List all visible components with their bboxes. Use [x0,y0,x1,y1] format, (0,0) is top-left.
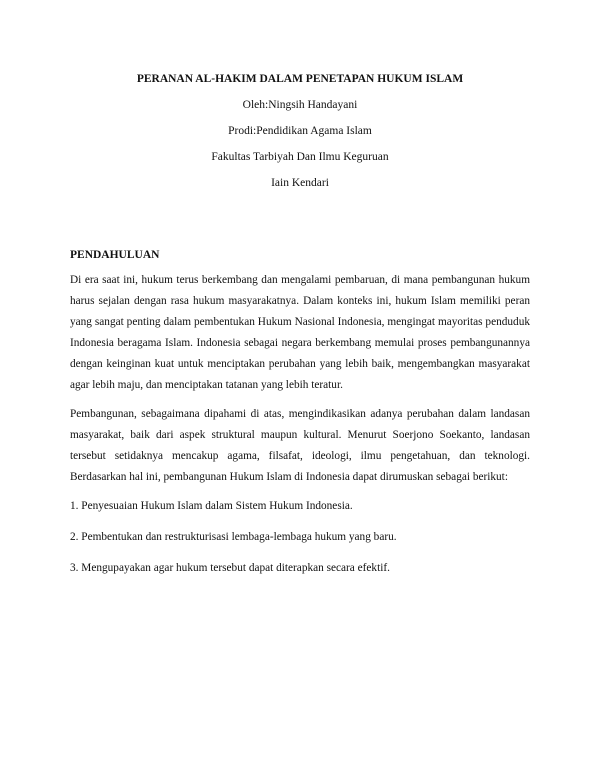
list-item: 3. Mengupayakan agar hukum tersebut dapat diterapkan secara efektif. [70,562,390,574]
list-item: 2. Pembentukan dan restrukturisasi lembaga-lembaga hukum yang baru. [70,531,397,543]
document-body [70,246,530,589]
section-heading: PENDAHULUAN [70,249,160,261]
list-item: 1. Penyesuaian Hukum Islam dalam Sistem Hukum Indonesia. [70,500,353,512]
institution-line: Iain Kendari [271,177,329,189]
paragraph: Di era saat ini, hukum terus berkembang dan mengalami pembaruan, di mana pembangunan hukum harus sejalan dengan rasa hukum masyarakatnya. Dalam konteks ini, hukum Islam memiliki peran yang sangat penting dalam pembentukan Hukum Nasional Indonesia, mengingat mayoritas penduduk Indonesia beragama Islam. Indonesia sebagai negara berkembang memulai proses pembangunannya dengan keinginan kuat untuk menciptakan perubahan yang lebih baik, mengembangkan masyarakat agar lebih maju, dan menciptakan tatanan yang lebih teratur. [70,274,530,391]
document-header [0,70,600,192]
document-title: PERANAN AL-HAKIM DALAM PENETAPAN HUKUM ISLAM [136,73,464,85]
program-line: Prodi:Pendidikan Agama Islam [228,125,372,137]
paragraph: Pembangunan, sebagaimana dipahami di atas, mengindikasikan adanya perubahan dalam landasan masyarakat, baik dari aspek struktural maupun kultural. Menurut Soerjono Soekanto, landasan tersebut setidaknya mencakup agama, filsafat, ideologi, ilmu pengetahuan, dan teknologi. Berdasarkan hal ini, pembangunan Hukum Islam di Indonesia dapat dirumuskan sebagai berikut: [70,408,530,483]
faculty-line: Fakultas Tarbiyah Dan Ilmu Keguruan [211,151,389,163]
author-line: Oleh:Ningsih Handayani [242,99,358,111]
